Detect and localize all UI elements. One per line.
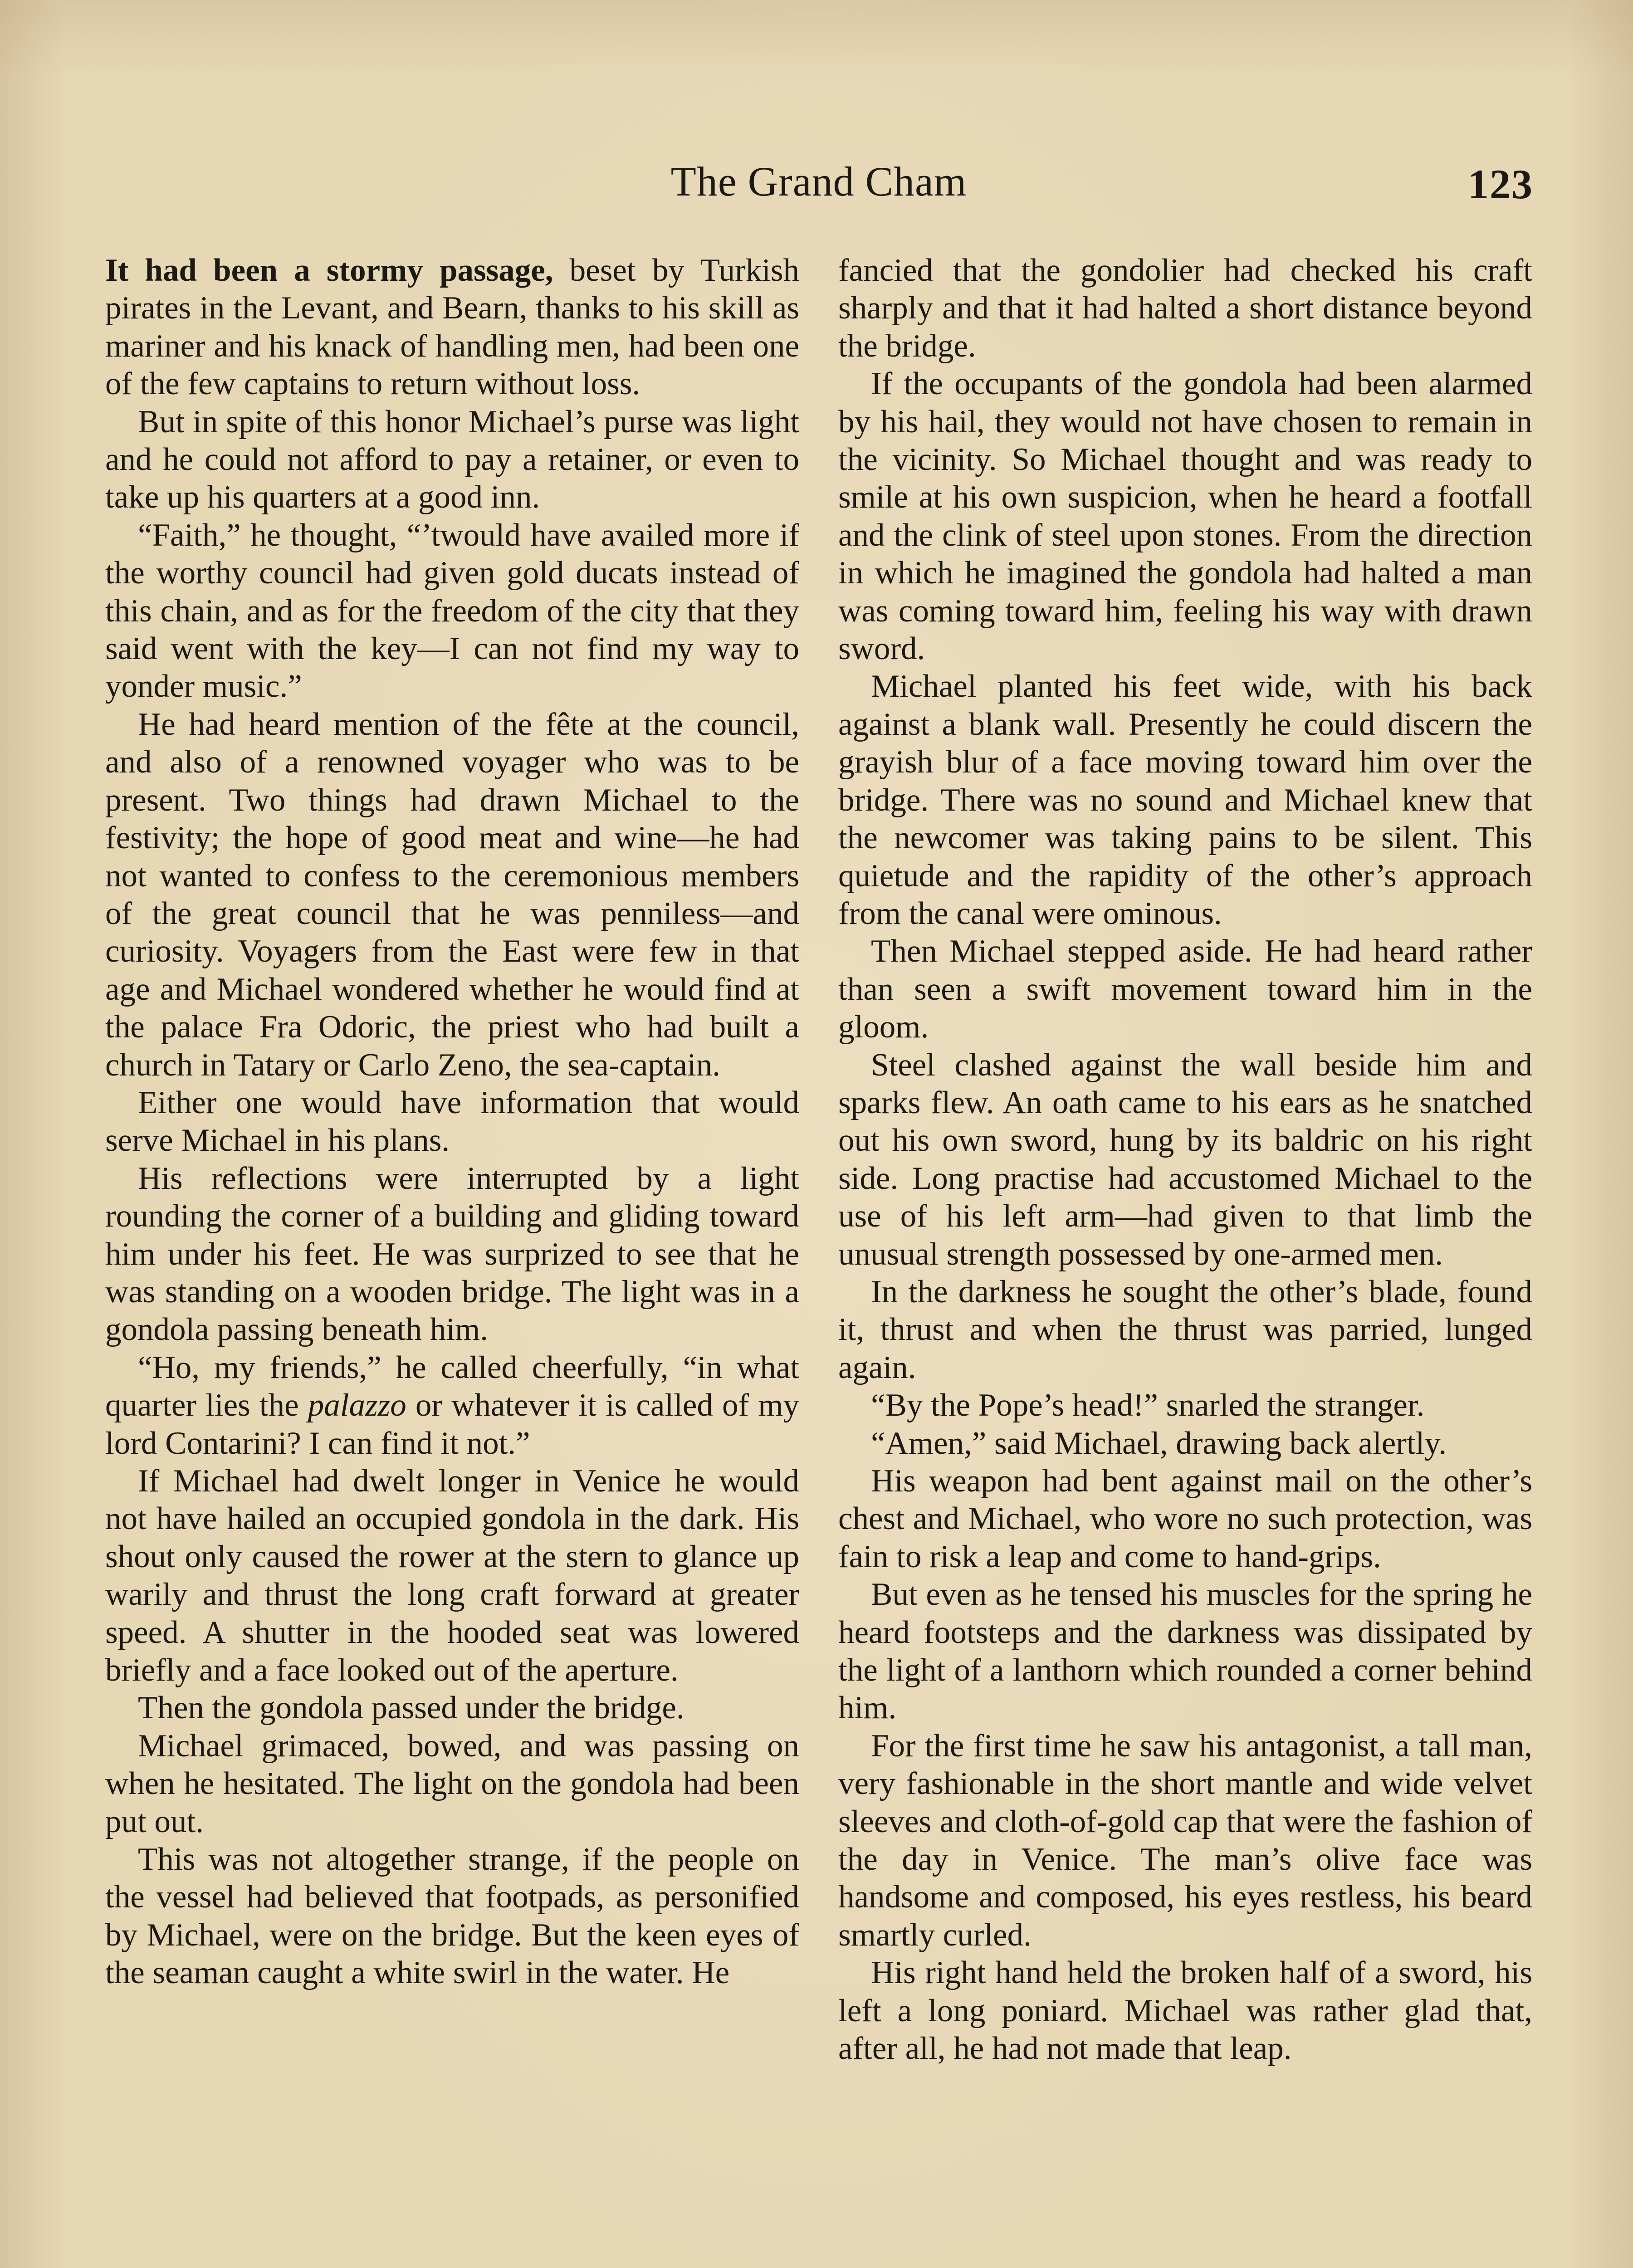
paragraph: In the darkness he sought the other’s blade, found it, thrust and when the thrust was parried, lunged again. [838, 1274, 1532, 1385]
paragraph-text: or whatever it is called of my lord Contarini? I can find it not.” [105, 1388, 799, 1461]
left-column [105, 252, 799, 2268]
paragraph: If the occupants of the gondola had been alarmed by his hail, they would not have chosen to remain in the vicinity. So Michael thought and was ready to smile at his own suspicion, when he heard a footfall and the clink of steel upon stones. From the direction in which he imagined the gondola had halted a man was coming toward him, feeling his way with drawn sword. [838, 366, 1532, 667]
paragraph: He had heard mention of the fête at the council, and also of a renowned voyager who was to be present. Two things had drawn Michael to the festivity; the hope of good meat and wine—he had not wanted to confess to the ceremonious members of the great council that he was penniless—and curiosity. Voyagers from the East were few in that age and Michael wondered whether he would find at the palace Fra Odoric, the priest who had built a church in Tatary or Carlo Zeno, the sea-captain. [105, 706, 799, 1083]
paragraph [105, 1349, 799, 1462]
paragraph: If Michael had dwelt longer in Venice he would not have hailed an occupied gondola in the dark. His shout only caused the rower at the stern to glance up warily and thrust the long craft forward at greater speed. A shutter in the hooded seat was lowered briefly and a face looked out of the aperture. [105, 1463, 799, 1688]
paragraph: For the first time he saw his antagonist, a tall man, very fashionable in the short mantle and wide velvet sleeves and cloth-of-gold cap that were the fashion of the day in Venice. The man’s olive face was handsome and composed, his eyes restless, his beard smartly curled. [838, 1728, 1532, 1953]
right-column [838, 252, 1532, 2268]
running-head [104, 154, 1533, 209]
paragraph: “Amen,” said Michael, drawing back alertly. [871, 1425, 1447, 1461]
paragraph: Michael planted his feet wide, with his back against a blank wall. Presently he could discern the grayish blur of a face moving toward him over the bridge. There was no sound and Michael knew that the newcomer was taking pains to be silent. This quietude and the rapidity of the other’s approach from the canal were ominous. [838, 669, 1532, 931]
italic-word: palazzo [308, 1388, 406, 1423]
page-number: 123 [1468, 161, 1533, 207]
paragraph: This was not altogether strange, if the people on the vessel had believed that footpads, as personified by Michael, were on the bridge. But the keen eyes of the seaman caught a white swirl in the water. He [105, 1842, 799, 1991]
paragraph [105, 252, 799, 403]
paragraph: Either one would have information that would serve Michael in his plans. [105, 1085, 799, 1158]
paragraph-text: beset by Turkish pirates in the Levant, and Bearn, thanks to his skill as mariner and his knack of handling men, had been one of the few captains to return without loss. [105, 253, 799, 402]
paragraph: “Faith,” he thought, “’twould have availed more if the worthy council had given gold ducats instead of this chain, and as for the freedom of the city that they said went with the key—I can not find my way to yonder music.” [105, 517, 799, 704]
paragraph-text: “Ho, my friends,” he called cheerfully, “in what quarter lies the [105, 1349, 799, 1423]
paragraph: His weapon had bent against mail on the other’s chest and Michael, who wore no such protection, was fain to risk a leap and come to hand-grips. [838, 1463, 1532, 1574]
paragraph: His right hand held the broken half of a sword, his left a long poniard. Michael was rather glad that, after all, he had not made that leap. [838, 1955, 1532, 2067]
paragraph: Then Michael stepped aside. He had heard rather than seen a swift movement toward him in the gloom. [838, 934, 1532, 1045]
paragraph: fancied that the gondolier had checked his craft sharply and that it had halted a short distance beyond the bridge. [838, 253, 1532, 364]
paragraph: His reflections were interrupted by a light rounding the corner of a building and gliding toward him under his feet. He was surprized to see that he was standing on a wooden bridge. The light was in a gondola passing beneath him. [105, 1160, 799, 1348]
paragraph: Steel clashed against the wall beside him and sparks flew. An oath came to his ears as he snatched out his own sword, hung by its baldric on his right side. Long practise had accustomed Michael to the use of his left arm—had given to that limb the unusual strength possessed by one-armed men. [838, 1047, 1532, 1272]
paragraph: But even as he tensed his muscles for the spring he heard footsteps and the darkness was dissipated by the light of a lanthorn which rounded a corner behind him. [838, 1577, 1532, 1726]
paragraph: But in spite of this honor Michael’s purse was light and he could not afford to pay a retainer, or even to take up his quarters at a good inn. [105, 404, 799, 515]
paragraph: Michael grimaced, bowed, and was passing on when he hesitated. The light on the gondola had been put out. [105, 1728, 799, 1839]
paragraph: “By the Pope’s head!” snarled the stranger. [871, 1388, 1425, 1423]
running-title: The Grand Cham [670, 158, 967, 205]
lead-in-text: It had been a stormy passage, [105, 253, 553, 288]
paragraph: Then the gondola passed under the bridge. [138, 1690, 684, 1726]
